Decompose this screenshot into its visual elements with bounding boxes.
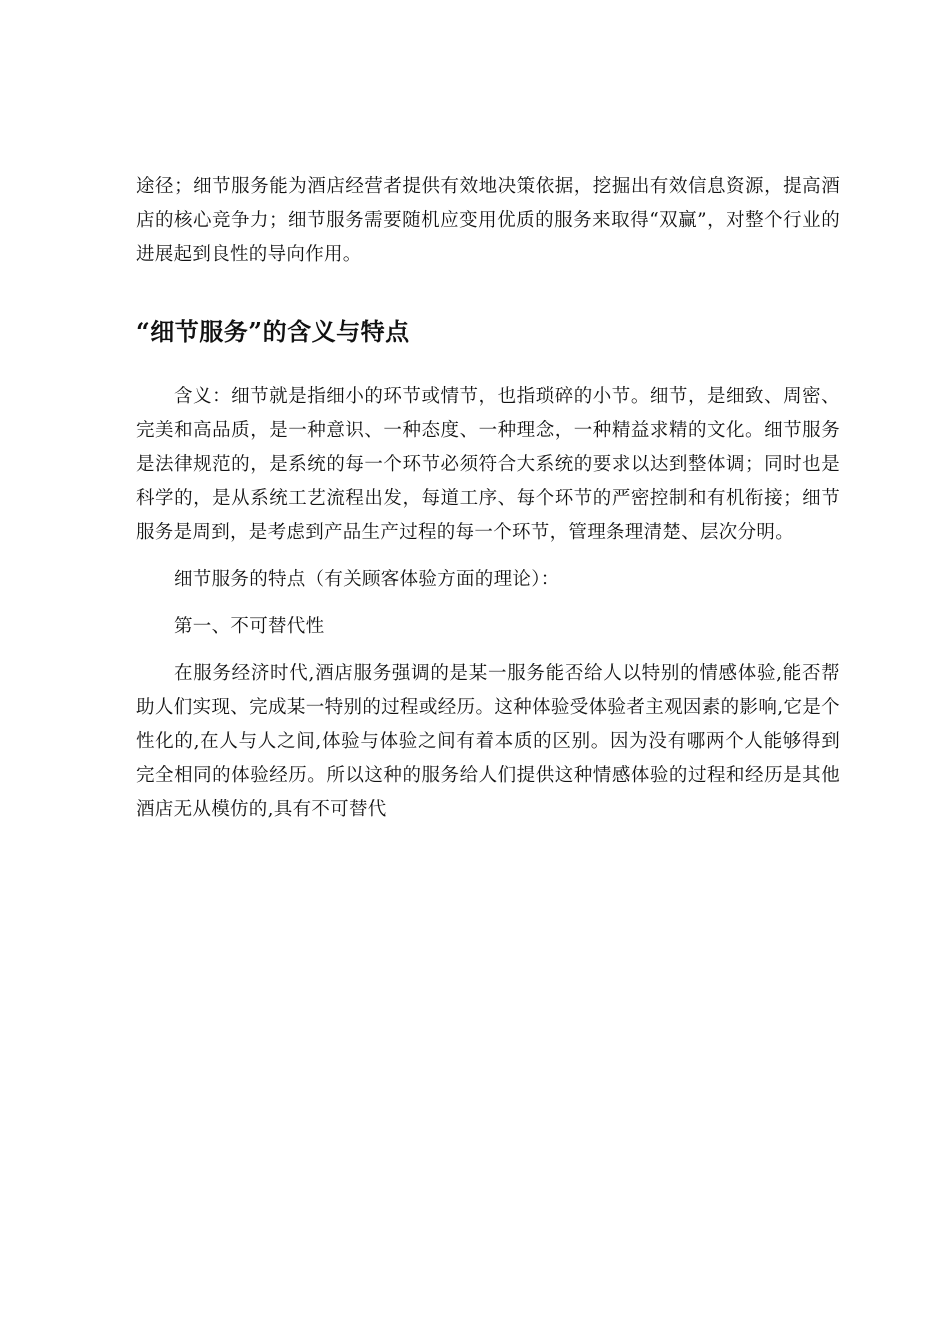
intro-paragraph: 途径；细节服务能为酒店经营者提供有效地决策依据，挖掘出有效信息资源，提高酒店的核心竞争力；细节服务需要随机应变用优质的服务来取得“双赢”，对整个行业的进展起到良性的导向作用。 — [136, 176, 840, 265]
paragraph-subheading-first: 第一、不可替代性 — [174, 616, 325, 637]
paragraph-definition: 含义：细节就是指细小的环节或情节，也指琐碎的小节。细节，是细致、周密、完美和高品质，是一种意识、一种态度、一种理念，一种精益求精的文化。细节服务是法律规范的，是系统的每一个环节必须符合大系统的要求以达到整体调；同时也是科学的，是从系统工艺流程出发，每道工序、每个环节的严密控制和有机衔接；细节服务是周到，是考虑到产品生产过程的每一个环节，管理条理清楚、层次分明。 — [136, 386, 840, 543]
paragraph-irreplaceability: 在服务经济时代,酒店服务强调的是某一服务能否给人以特别的情感体验,能否帮助人们实现、完成某一特别的过程或经历。这种体验受体验者主观因素的影响,它是个性化的,在人与人之间,体验与体验之间有着本质的区别。因为没有哪两个人能够得到完全相同的体验经历。所以这种的服务给人们提供这种情感体验的过程和经历是其他酒店无从模仿的,具有不可替代 — [136, 663, 840, 820]
document-body — [136, 170, 840, 840]
paragraph-features-intro: 细节服务的特点（有关顾客体验方面的理论）： — [174, 569, 560, 590]
section-heading: “细节服务”的含义与特点 — [136, 317, 410, 346]
section-body — [136, 380, 840, 827]
